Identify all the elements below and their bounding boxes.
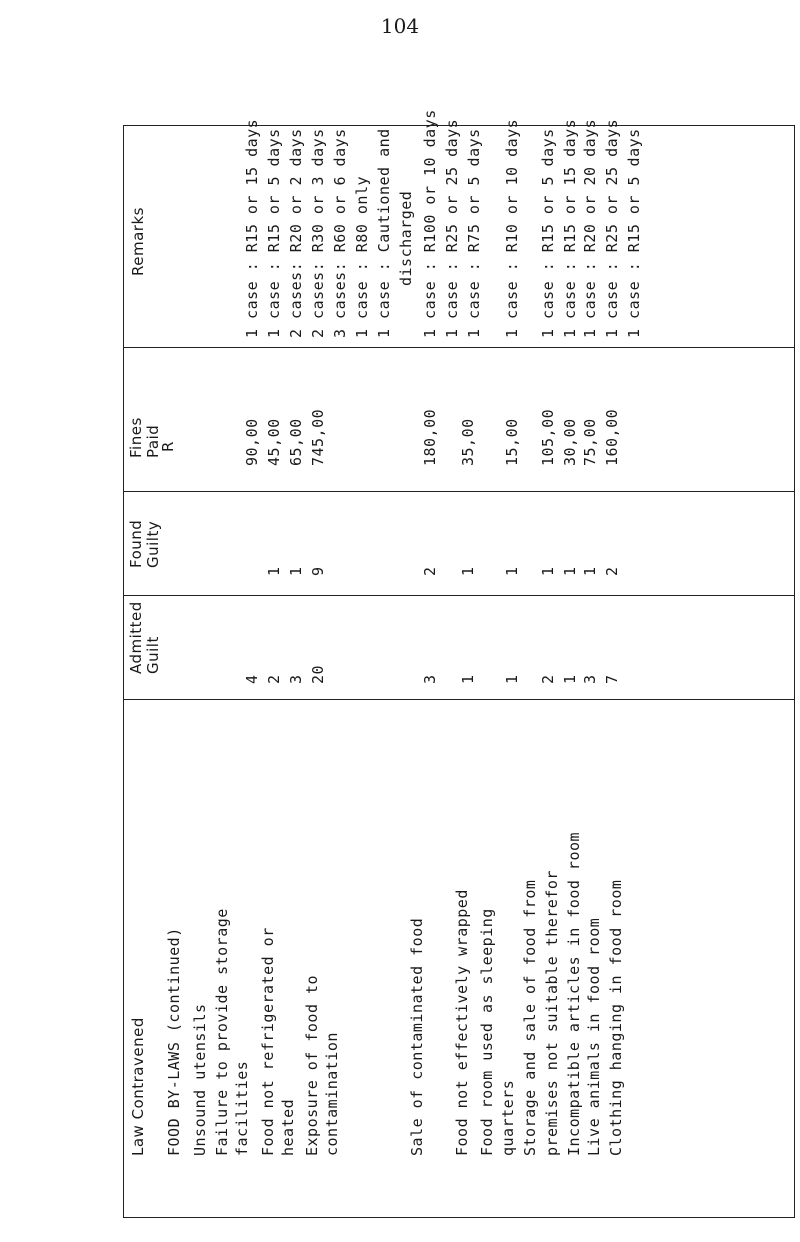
admitted-value: 3 [581, 674, 599, 684]
remark-text: 1 case : R15 or 15 days [243, 118, 261, 338]
law-item: Storage and sale of food from [521, 879, 539, 1156]
remark-text: 1 case : R10 or 10 days [503, 118, 521, 338]
found-guilty-header: Found Guilty [127, 519, 162, 568]
fines-paid-header: Fines Paid [127, 417, 162, 458]
admitted-value: 3 [421, 674, 439, 684]
row-divider [124, 699, 794, 700]
admitted-value: 1 [561, 674, 579, 684]
remark-text: 1 case : R25 or 25 days [443, 118, 461, 338]
admitted-value: 2 [539, 674, 557, 684]
law-item: Food not effectively wrapped [453, 889, 471, 1156]
fines-value: 90,00 [243, 418, 261, 466]
by-laws-table [123, 109, 795, 1218]
law-item: quarters [499, 1079, 517, 1156]
law-item: Failure to provide storage [213, 908, 231, 1156]
remark-text: 2 cases: R30 or 3 days [309, 128, 327, 338]
remark-text: 1 case : R100 or 10 days [421, 109, 439, 338]
admitted-value: 20 [309, 664, 327, 684]
remark-text: 1 case : R25 or 25 days [603, 118, 621, 338]
law-item: Sale of contaminated food [408, 917, 426, 1156]
row-divider [124, 595, 794, 596]
page-number: 104 [380, 14, 420, 38]
found-value: 1 [265, 566, 283, 576]
fines-value: 15,00 [503, 418, 521, 466]
remark-text: 2 cases: R20 or 2 days [287, 128, 305, 338]
law-item: Incompatible articles in food room [565, 831, 583, 1156]
admitted-value: 2 [265, 674, 283, 684]
found-value: 1 [539, 566, 557, 576]
law-item: heated [279, 1098, 297, 1156]
fines-value: 65,00 [287, 418, 305, 466]
section-title: FOOD BY-LAWS (continued) [165, 927, 183, 1156]
law-item: Exposure of food to [303, 974, 321, 1156]
found-value: 1 [287, 566, 305, 576]
admitted-value: 1 [459, 674, 477, 684]
fines-value: 105,00 [539, 408, 557, 466]
fines-value: 45,00 [265, 418, 283, 466]
found-value: 1 [561, 566, 579, 576]
remark-text: 3 cases: R60 or 6 days [331, 128, 349, 338]
fines-value: 75,00 [581, 418, 599, 466]
admitted-value: 7 [603, 674, 621, 684]
admitted-value: 3 [287, 674, 305, 684]
law-item: premises not suitable therefor [543, 870, 561, 1156]
row-divider [124, 347, 794, 348]
law-item: Unsound utensils [191, 1003, 209, 1156]
remark-text: 1 case : R80 only [353, 175, 371, 338]
fines-unit: R [159, 441, 177, 452]
law-item: contamination [323, 1032, 341, 1156]
admitted-value: 4 [243, 674, 261, 684]
fines-value: 160,00 [603, 408, 621, 466]
found-value: 1 [459, 566, 477, 576]
found-value: 1 [503, 566, 521, 576]
law-item: Food not refrigerated or [259, 927, 277, 1156]
remark-text: 1 case : R15 or 5 days [539, 128, 557, 338]
remark-text: 1 case : R15 or 5 days [625, 128, 643, 338]
fines-value: 745,00 [309, 408, 327, 466]
found-value: 9 [309, 566, 327, 576]
admitted-value: 1 [503, 674, 521, 684]
remark-text: 1 case : R15 or 5 days [265, 128, 283, 338]
law-item: facilities [233, 1060, 251, 1156]
remark-text: 1 case : R75 or 5 days [465, 128, 483, 338]
law-item: Live animals in food room [585, 917, 603, 1156]
remark-text: 1 case : R20 or 20 days [581, 118, 599, 338]
found-value: 1 [581, 566, 599, 576]
remark-text: discharged [397, 190, 415, 286]
remark-text: 1 case : Cautioned and [375, 128, 393, 338]
fines-value: 35,00 [459, 418, 477, 466]
fines-value: 30,00 [561, 418, 579, 466]
row-divider [124, 491, 794, 492]
law-contravened-header: Law Contravened [129, 1017, 147, 1156]
law-item: Clothing hanging in food room [607, 879, 625, 1156]
found-value: 2 [421, 566, 439, 576]
law-item: Food room used as sleeping [478, 908, 496, 1156]
admitted-guilt-header: Admitted Guilt [127, 601, 162, 674]
fines-value: 180,00 [421, 408, 439, 466]
remarks-header: Remarks [129, 207, 147, 276]
found-value: 2 [603, 566, 621, 576]
remark-text: 1 case : R15 or 15 days [561, 118, 579, 338]
